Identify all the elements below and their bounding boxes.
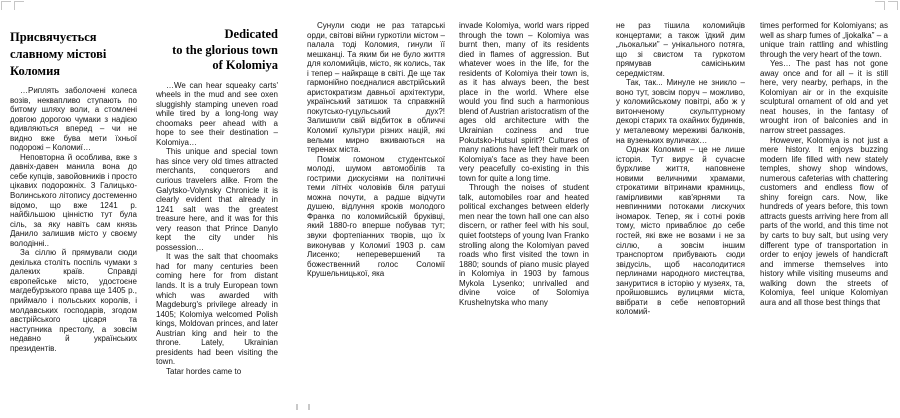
crop-mark-top-right-1 bbox=[875, 1, 885, 10]
text-column-ukrainian-1 bbox=[10, 29, 137, 353]
column-2-english-paragraph: Tatar hordes came to bbox=[166, 366, 242, 376]
column-5-ukrainian-paragraph: Однак Коломия – це не лише історія. Тут вирує й сучасне бурхливе життя, наповнене новими величними храмами, строкатими вітринами крамниць, гамірливими кав'ярнями та невпинними потоками лискучих іномарок. Тепер, як і сотні років тому, місто приваблює до себе гостей, які вже не возами і не за сіллю, а зовсім іншим транспортом прибувають сюди звідусіль, щоб насолодитися перлинами народного мистецтва, зануритися в історію у музеях, та, пройшовшись вулицями міста, ввібрати в себе неповторний коломий- bbox=[616, 145, 745, 317]
crop-mark-top-right-2 bbox=[888, 1, 898, 10]
text-column-ukrainian-2 bbox=[307, 21, 445, 279]
title-line: to the glorious town bbox=[172, 42, 278, 57]
column-1-ukrainian-paragraph: За сіллю й прямували сюди декілька століть поспіль чумаки з далеких країв. Справді європейське місто, удостоєне магдебурзького права ще 1405 р., приймало і польських королів, і молдавських господарів, згодом австрійського цісаря та наступника престолу, а зовсім недавно й українських президентів. bbox=[10, 248, 137, 353]
crop-mark-top-left-2 bbox=[14, 1, 24, 10]
crop-mark-top-left-1 bbox=[1, 1, 11, 10]
column-1-ukrainian-title bbox=[10, 29, 137, 80]
title-line: Присвячується bbox=[10, 30, 97, 44]
column-2-english-title bbox=[156, 27, 278, 74]
column-2-english-paragraph: It was the salt that choomaks had for many centuries been coming here for from distant lands. It is a truly European town which was awarded with Magdeburg's privilege already in 1405; Kolomiya welcomed Polish kings, Moldovan princes, and later Austrian king and heir to the throne. Lately, Ukrainian presidents had been visiting the town. bbox=[156, 252, 278, 367]
column-5-ukrainian-paragraph: не раз тішила коломийців концертами; а також їдкий дим „льокальки” – унікального потяга, що зі свистом та гуркотом прямував самісіньким середмістям. bbox=[616, 21, 745, 78]
title-line: Коломия bbox=[10, 64, 61, 78]
column-5-ukrainian-paragraph: Так, так... Минуле не зникло – воно тут, зовсім поруч – можливо, у коломийському повітрі, або ж у витонченому скульптурному декорі старих та охайних будинків, у металевому мереживі балконів, на вузеньких вуличках… bbox=[616, 78, 745, 145]
column-4-english-paragraph: invade Kolomiya, world wars ripped through the town – Kolomiya was burnt then, many of its residents died in flames of aggression. But whatever woes in the life, for the residents of Kolomiya their town is, as it has always been, the best place in the world. Where else would you find such a harmonious blend of Austrian aristocratism of the ages old architecture with the Ukrainian coziness and true Pokutsko-Hutsul spirit?! Cultures of many nations have left their mark on Kolomiya's face as they have been very peacefully co-existing in this town for quite a long time. bbox=[459, 21, 589, 183]
column-3-ukrainian-paragraph: Поміж гомоном студентської молоді, шумом автомобілів та гострими дискусіями на політичні теми літніх чоловіків біля ратуші можна почути, а радше відчути душею, відлуння кроків молодого Франка по коломийській бруківці, який 1880-го вперше побував тут; звуки фортепіанних творів, що їх виконував у Коломиї 1903 р. сам Лисенко; неперевершений та божественний голос Соломії Крушельницької, яка bbox=[307, 154, 445, 279]
text-column-english-2 bbox=[459, 21, 589, 307]
column-1-ukrainian-paragraph: …Риплять заболочені колеса возів, неквапливо ступають по битому шляху воли, а стомлені довгою дорогою чумаки з надією вдивляються вперед – чи не видно вже бува мети їхньої подорожі – Коломиї… bbox=[10, 86, 137, 153]
registration-tick-2 bbox=[308, 404, 310, 410]
title-line: of Kolomiya bbox=[212, 58, 278, 72]
title-line: Dedicated bbox=[224, 27, 278, 41]
column-6-english-paragraph: However, Kolomiya is not just a mere history. It enjoys buzzing modern life filled with new stately temples, showy shop windows, numerous cafeterias with chattering customers and endless flow of shiny foreign cars. Now, like hundreds of years before, this town attracts guests arriving here from all parts of the world, and this time not by carts to buy salt, but using very different type of transportation in order to enjoy jewels of handicraft and immerse themselves into history while visiting museums and walking down the streets of Kolomiya, feel unique Kolomiyan aura and all those best things that bbox=[760, 135, 888, 307]
registration-tick-1 bbox=[296, 404, 298, 410]
column-6-english-paragraph: times performed for Kolomiyans; as well as sharp fumes of „ljokalka” – a unique train rattling and whistling through the very heart of the town. bbox=[760, 21, 888, 59]
column-2-english-paragraph: This unique and special town has since very old times attracted merchants, conquerors and curious travelers alike. From the Galytsko-Volynsky Chronicle it is clearly evident that already in 1241 salt was the greatest treasure here, and it was for this very reason that Prince Danylo kept the city under his possession… bbox=[156, 147, 278, 252]
text-column-english-3 bbox=[760, 21, 888, 307]
title-line: славному містові bbox=[10, 47, 107, 61]
column-2-english-paragraph: …We can hear squeaky carts' wheels in the mud and see oxen sluggishly stamping uneven road while tired by a long-long way choomaks peer ahead with a hope to see their destination – Kolomiya… bbox=[156, 80, 278, 147]
column-3-ukrainian-paragraph: Сунули сюди не раз татарські орди, світові війни гуркотіли містом – палала тоді Коломия, гинули її мешканці. Та яким би не було життя для коломийців, місто, як колись, так і тепер – найкраще в світі. Де ще так гармонійно поєдналися австрійський аристократизм давньої архітектури, український затишок та справжній покутсько-гуцульський дух?! Залишили свій відбиток в обличчі Коломиї культури різних націй, які вельми мирно вживаються на теренах міста. bbox=[307, 21, 445, 155]
column-1-ukrainian-paragraph: Неповторна й особлива, вже з давніх-давен манила вона до себе купців, завойовників і просто цікавих подорожніх. З Галицько-Волинського літопису достеменно відомо, що вже 1241 р. найбільшою цінністю тут була сіль, за яку навіть сам князь Данило залишив місто у своєму володінні.. bbox=[10, 152, 137, 248]
column-6-english-paragraph: Yes… The past has not gone away once and for all – it is still here, very nearby, perhaps, in the Kolomiyan air or in the exquisite sculptural ornament of old and yet neat houses, in the fantasy of wrought iron of balconies and in narrow street passages. bbox=[760, 59, 888, 136]
text-column-english-1 bbox=[156, 27, 278, 376]
text-column-ukrainian-3 bbox=[616, 21, 745, 317]
column-4-english-paragraph: Through the noises of student talk, automobiles roar and heated political exchanges between elderly men near the town hall one can also discern, or rather feel with his soul, quiet footsteps of young Ivan Franko strolling along the Kolomiyan paved roads who first visited the town in 1880; sounds of piano music played in Kolomiya in 1903 by famous Mykola Lysenko; unrivalled and divine voice of Solomiya Krushelnytska who many bbox=[459, 183, 589, 307]
